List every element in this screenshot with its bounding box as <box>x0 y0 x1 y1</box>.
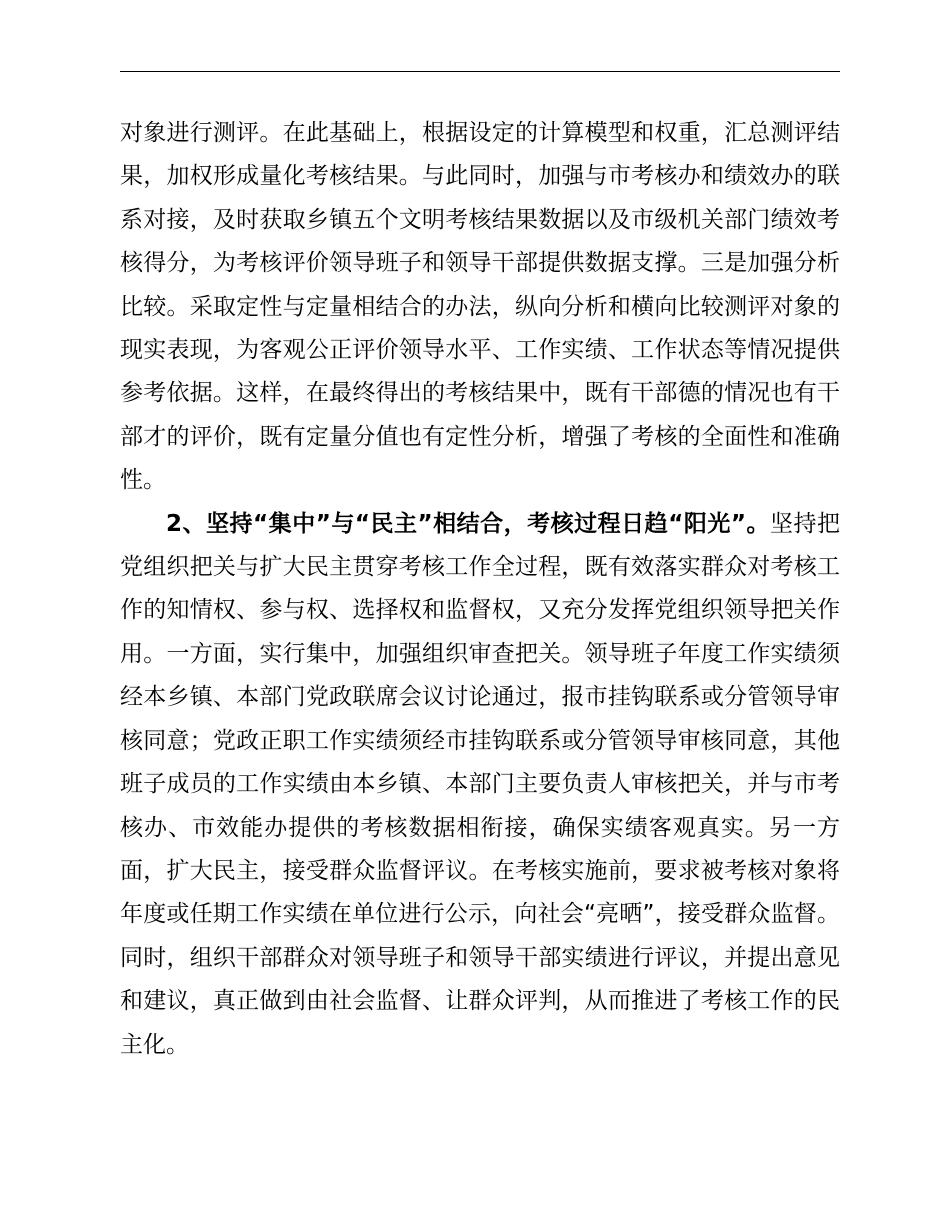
body-text <box>120 112 840 1067</box>
section-number: 2 <box>166 510 183 537</box>
paragraph-continuation: 对象进行测评。在此基础上，根据设定的计算模型和权重，汇总测评结果，加权形成量化考核结果。与此同时，加强与市考核办和绩效办的联系对接，及时获取乡镇五个文明考核结果数据以及市级机关部门绩效考核得分，为考核评价领导班子和领导干部提供数据支撑。三是加强分析比较。采取定性与定量相结合的办法，纵向分析和横向比较测评对象的现实表现，为客观公正评价领导水平、工作实绩、工作状态等情况提供参考依据。这样，在最终得出的考核结果中，既有干部德的情况也有干部才的评价，既有定量分值也有定性分析，增强了考核的全面性和准确性。 <box>120 120 840 494</box>
paragraph-section-2 <box>120 503 840 1067</box>
section-heading: 、坚持“集中”与“民主”相结合，考核过程日趋“阳光”。 <box>182 510 770 537</box>
header-rule <box>120 71 840 72</box>
section-body: 坚持把党组织把关与扩大民主贯穿考核工作全过程，既有效落实群众对考核工作的知情权、参与权、选择权和监督权，又充分发挥党组织领导把关作用。一方面，实行集中，加强组织审查把关。领导班子年度工作实绩须经本乡镇、本部门党政联席会议讨论通过，报市挂钩联系或分管领导审核同意；党政正职工作实绩须经市挂钩联系或分管领导审核同意，其他班子成员的工作实绩由本乡镇、本部门主要负责人审核把关，并与市考核办、市效能办提供的考核数据相衔接，确保实绩客观真实。另一方面，扩大民主，接受群众监督评议。在考核实施前，要求被考核对象将年度或任期工作实绩在单位进行公示，向社会“亮晒”，接受群众监督。同时，组织干部群众对领导班子和领导干部实绩进行评议，并提出意见和建议，真正做到由社会监督、让群众评判，从而推进了考核工作的民主化。 <box>120 510 841 1058</box>
